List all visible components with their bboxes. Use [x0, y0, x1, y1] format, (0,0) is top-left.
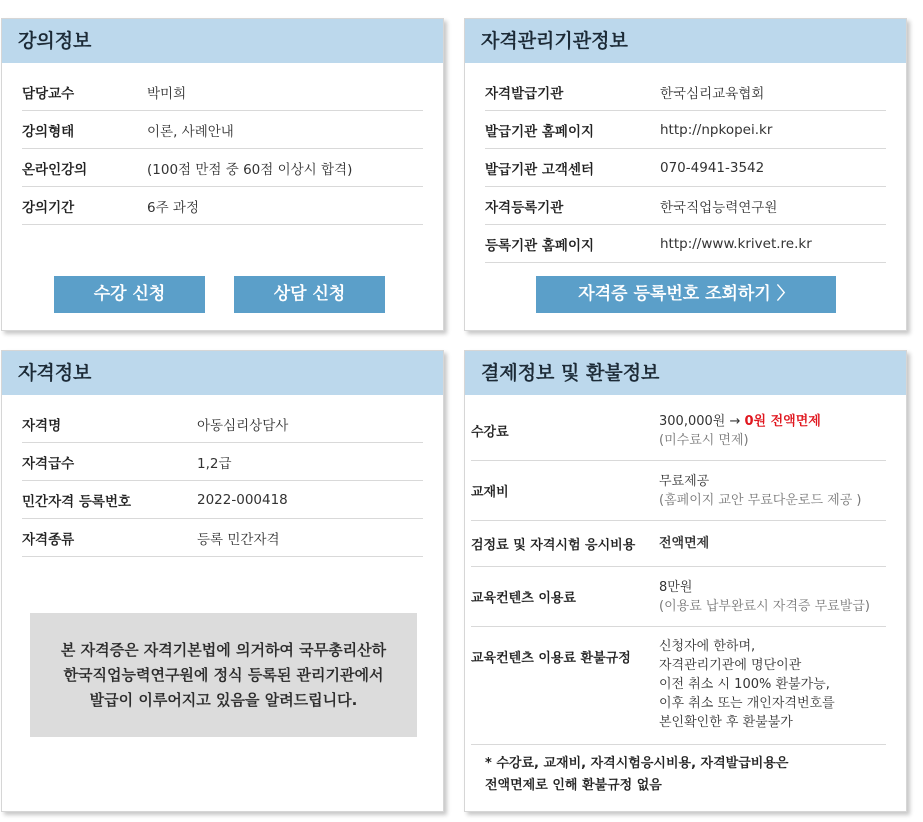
row-value: 박미희 [147, 85, 187, 102]
registry-homepage-link[interactable]: http://www.krivet.re.kr [660, 235, 812, 252]
tuition-price: 300,000원 → [659, 413, 741, 429]
lecture-info-card [1, 18, 444, 331]
table-row [485, 111, 886, 149]
refund-policy [659, 637, 835, 732]
refund-line: 신청자에 한하며, [659, 639, 756, 654]
refund-line: 이후 취소 또는 개인자격번호를 [659, 696, 835, 711]
tuition-free-badge: 0원 전액면제 [744, 413, 821, 429]
row-label: 자격발급기관 [485, 85, 564, 102]
certificate-notice: 본 자격증은 자격기본법에 의거하여 국무총리산하 한국직업능력연구원에 정식 등록된 관리기관에서 발급이 이루어지고 있음을 알려드립니다. [30, 613, 417, 737]
row-value: (100점 만점 중 60점 이상시 합격) [147, 161, 353, 178]
payment-info-title: 결제정보 및 환불정보 [465, 351, 906, 395]
row-value [659, 578, 870, 616]
table-row [471, 461, 886, 521]
row-label: 교재비 [471, 485, 509, 500]
table-row [22, 149, 423, 187]
lecture-info-title: 강의정보 [2, 19, 443, 63]
row-value: 2022-000418 [197, 491, 288, 508]
row-label: 교육컨텐츠 이용료 [471, 591, 576, 606]
row-value [659, 412, 821, 450]
table-row [485, 149, 886, 187]
row-label: 자격등록기관 [485, 199, 564, 216]
table-row [471, 401, 886, 461]
certificate-info-card [1, 350, 444, 812]
row-value: 6주 과정 [147, 199, 200, 216]
exam-fee-value: 전액면제 [659, 536, 710, 551]
row-label: 온라인강의 [22, 161, 88, 178]
row-label: 자격명 [22, 417, 62, 434]
publisher-homepage-link[interactable]: http://npkopei.kr [660, 121, 773, 138]
certificate-info-table [22, 405, 423, 557]
row-value: 070-4941-3542 [660, 159, 765, 176]
refund-line: 본인확인한 후 환불불가 [659, 715, 793, 730]
table-row [22, 481, 423, 519]
table-row [471, 521, 886, 567]
table-row [22, 111, 423, 149]
table-row [485, 73, 886, 111]
row-label: 자격종류 [22, 531, 75, 548]
tuition-note: (미수료시 면제) [659, 432, 749, 448]
table-row [485, 187, 886, 225]
table-row [22, 405, 423, 443]
textbook-value: 무료제공 [659, 473, 710, 489]
table-row [485, 225, 886, 263]
row-label: 등록기관 홈페이지 [485, 237, 595, 254]
content-fee-value: 8만원 [659, 579, 693, 595]
row-value: 한국직업능력연구원 [660, 199, 778, 216]
content-fee-note: (이용료 납부완료시 자격증 무료발급) [659, 598, 870, 614]
row-value [659, 472, 862, 510]
row-value: 아동심리상담사 [197, 417, 289, 434]
row-label: 강의형태 [22, 123, 75, 140]
row-label: 수강료 [471, 425, 509, 440]
row-label: 발급기관 고객센터 [485, 161, 595, 178]
refund-footnote: * 수강료, 교재비, 자격시험응시비용, 자격발급비용은 전액면제로 인해 환불규정 없음 [485, 756, 789, 793]
payment-info-table [471, 401, 886, 745]
table-row [471, 627, 886, 745]
table-row [22, 73, 423, 111]
table-row [22, 187, 423, 225]
row-value: 1,2급 [197, 455, 232, 472]
row-label: 발급기관 홈페이지 [485, 123, 595, 140]
textbook-note: (홈페이지 교안 무료다운로드 제공 ) [659, 492, 862, 508]
table-row [22, 519, 423, 557]
certificate-info-title: 자격정보 [2, 351, 443, 395]
row-label: 민간자격 등록번호 [22, 493, 132, 510]
payment-info-card [464, 350, 907, 812]
consult-button[interactable]: 상담 신청 [234, 276, 385, 313]
institution-info-card [464, 18, 907, 331]
row-label: 교육컨텐츠 이용료 환불규정 [471, 651, 631, 666]
enroll-button[interactable]: 수강 신청 [54, 276, 205, 313]
certificate-lookup-button[interactable]: 자격증 등록번호 조회하기 〉 [536, 276, 836, 313]
row-value: 이론, 사례안내 [147, 123, 234, 140]
row-value: 한국심리교육협회 [660, 85, 765, 102]
refund-line: 자격관리기관에 명단이관 [659, 658, 802, 673]
row-value: 등록 민간자격 [197, 531, 280, 548]
institution-info-table [485, 73, 886, 263]
refund-line: 이전 취소 시 100% 환불가능, [659, 677, 830, 692]
row-label: 검정료 및 자격시험 응시비용 [471, 538, 636, 553]
row-label: 자격급수 [22, 455, 75, 472]
row-label: 담당교수 [22, 85, 75, 102]
institution-info-title: 자격관리기관정보 [465, 19, 906, 63]
table-row [471, 567, 886, 627]
row-label: 강의기간 [22, 199, 75, 216]
table-row [22, 443, 423, 481]
lecture-info-table [22, 73, 423, 225]
